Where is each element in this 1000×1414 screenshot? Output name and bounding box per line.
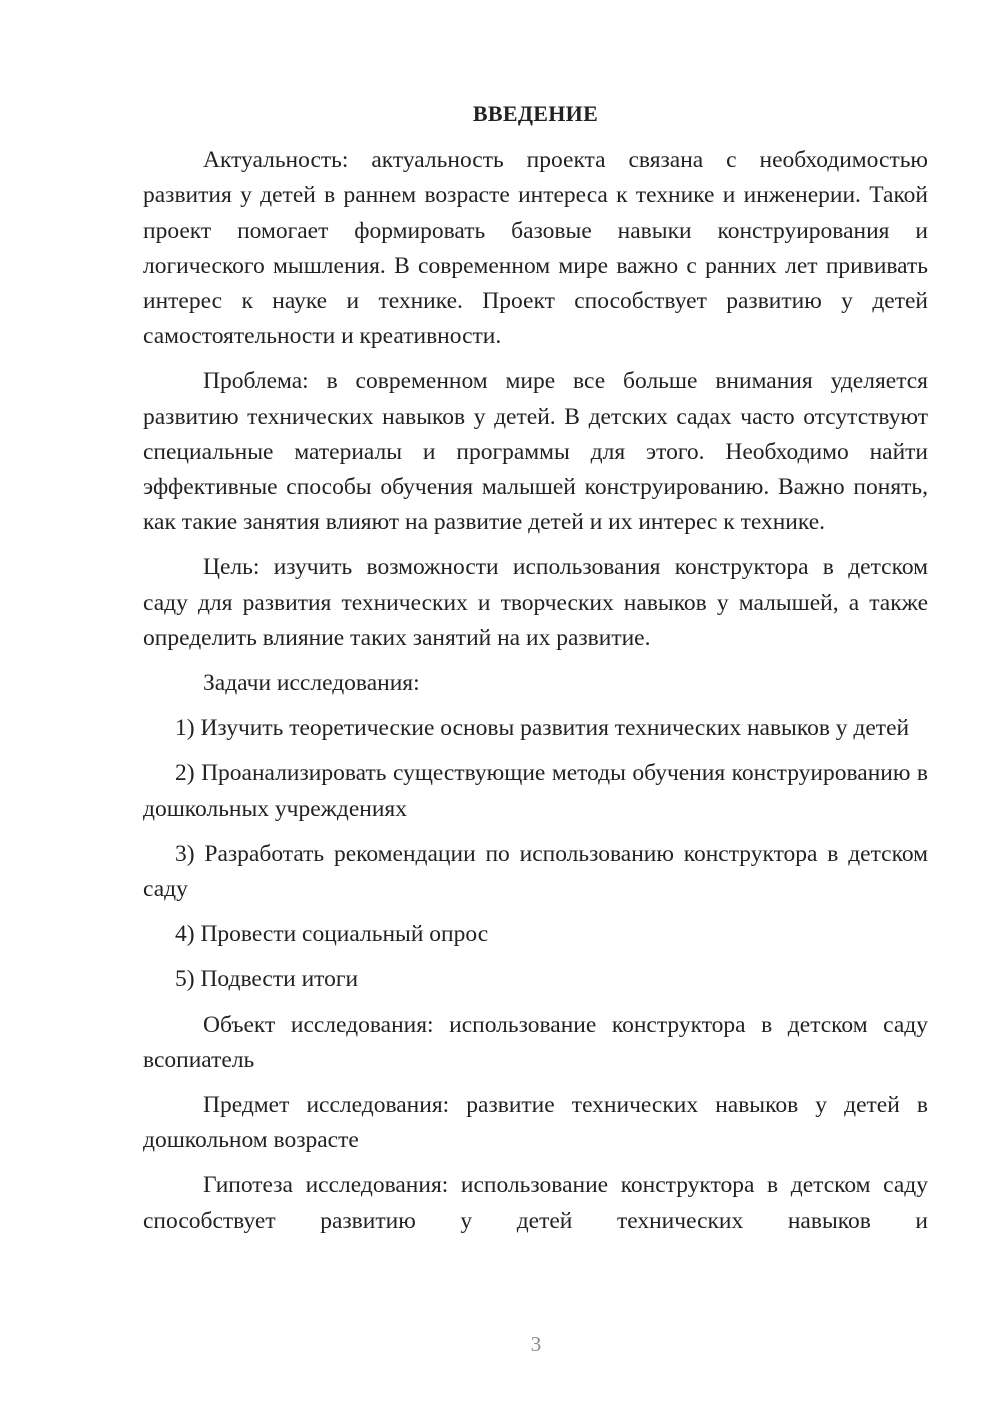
task-item-1: 1) Изучить теоретические основы развития технических навыков у детей (175, 715, 910, 742)
problem-paragraph: Проблема: в современном мире все больше внимания уделяется развитию технических навыков у детей. В детских садах часто отсутствуют специальные материалы и программы для этого. Необходимо найти эффективные способы обучения малышей конструированию. Важно понять, как такие занятия влияют на развитие детей и их интерес к технике. (143, 368, 928, 536)
tasks-title: Задачи исследования: (203, 670, 420, 697)
section-heading: ВВЕДЕНИЕ (472, 101, 599, 126)
task-item-2: 2) Проанализировать существующие методы обучения конструированию в дошкольных учреждениях (143, 760, 928, 822)
relevance-paragraph: Актуальность: актуальность проекта связана с необходимостью развития у детей в раннем возрасте интереса к технике и инженерии. Такой проект помогает формировать базовые навыки конструирования и логического мышления. В современном мире важно с ранних лет прививать интерес к науке и технике. Проект способствует развитию у детей самостоятельности и креативности. (143, 147, 928, 350)
goal-paragraph: Цель: изучить возможности использования конструктора в детском саду для развития технических и творческих навыков у малышей, а также определить влияние таких занятий на их развитие. (143, 554, 928, 651)
task-item-4: 4) Провести социальный опрос (175, 921, 489, 948)
object-paragraph: Объект исследования: использование конструктора в детском саду всопиатель (143, 1011, 928, 1073)
task-item-5: 5) Подвести итоги (175, 966, 359, 993)
subject-paragraph: Предмет исследования: развитие технических навыков у детей в дошкольном возрасте (143, 1092, 928, 1154)
hypothesis-paragraph: Гипотеза исследования: использование конструктора в детском саду способствует развитию у детей технических навыков и (143, 1172, 928, 1234)
page-content (143, 96, 928, 1249)
task-item-3: 3) Разработать рекомендации по использованию конструктора в детском саду (143, 840, 928, 903)
page-number: 3 (530, 1332, 542, 1356)
